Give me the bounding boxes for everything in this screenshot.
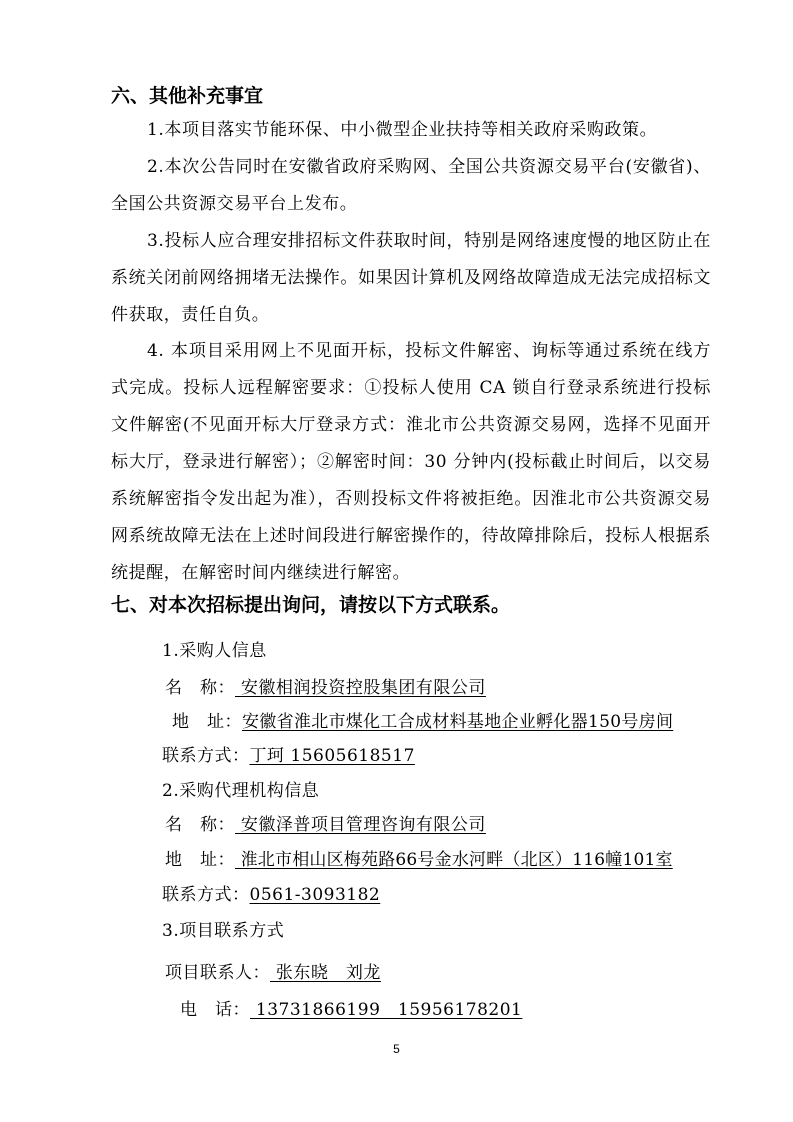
purchaser-address-row <box>172 710 673 734</box>
purchaser-name-label: 名 称： <box>165 678 235 698</box>
purchaser-address: 安徽省淮北市煤化工合成材料基地企业孵化器150号房间 <box>242 712 674 732</box>
purchaser-title: 1.采购人信息 <box>162 641 267 661</box>
agency-address: 淮北市相山区梅苑路66号金水河畔（北区）116幢101室 <box>235 850 673 870</box>
agency-name-row <box>165 813 486 837</box>
agency-address-label: 地 址： <box>165 850 235 870</box>
section6-item-4: 4. 本项目采用网上不见面开标，投标文件解密、询标等通过系统在线方式完成。投标人远程解密要求：①投标人使用 CA 锁自行登录系统进行投标文件解密(不见面开标大厅登录方式：淮北市公共资源交易网，选择不见面开标大厅，登录进行解密）；②解密时间：30 分钟内(投标截止时间后，以交易系统解密指令发出起为准），否则投标文件将被拒绝。因淮北市公共资源交易网系统故障无法在上述时间段进行解密操作的，待故障排除后，投标人根据系统提醒，在解密时间内继续进行解密。 <box>111 341 711 583</box>
project-phone: 13731866199 15956178201 <box>250 1000 523 1020</box>
project-title: 3.项目联系方式 <box>162 921 285 941</box>
agency-name: 安徽泽普项目管理咨询有限公司 <box>235 815 486 835</box>
purchaser-contact: 丁珂 15605618517 <box>249 746 415 766</box>
purchaser-name-row <box>165 676 486 700</box>
section6-item-1: 1.本项目落实节能环保、中小微型企业扶持等相关政府采购政策。 <box>147 120 658 140</box>
project-phone-label: 电 话： <box>180 1000 250 1020</box>
section6-item-3: 3.投标人应合理安排招标文件获取时间，特别是网络速度慢的地区防止在系统关闭前网络拥堵无法操作。如果因计算机及网络故障造成无法完成招标文件获取，责任自负。 <box>111 231 711 325</box>
project-phone-row <box>180 998 522 1022</box>
agency-contact: 0561-3093182 <box>249 885 381 905</box>
purchaser-address-label: 地 址： <box>172 712 242 732</box>
agency-name-label: 名 称： <box>165 815 235 835</box>
purchaser-name: 安徽相润投资控股集团有限公司 <box>235 678 486 698</box>
agency-contact-row <box>162 883 380 907</box>
purchaser-contact-label: 联系方式： <box>162 746 250 766</box>
page-number: 5 <box>393 1042 400 1056</box>
agency-title: 2.采购代理机构信息 <box>162 781 320 801</box>
section6-heading: 六、其他补充事宜 <box>111 85 264 107</box>
section7-heading: 七、对本次招标提出询问，请按以下方式联系。 <box>111 594 511 616</box>
project-person-label: 项目联系人： <box>165 963 270 983</box>
section6-item-2: 2.本次公告同时在安徽省政府采购网、全国公共资源交易平台(安徽省)、全国公共资源交易平台上发布。 <box>111 157 711 214</box>
project-person: 张东晓 刘龙 <box>270 963 381 983</box>
agency-contact-label: 联系方式： <box>162 885 250 905</box>
agency-address-row <box>165 848 673 872</box>
purchaser-contact-row <box>162 744 415 768</box>
project-person-row <box>165 961 381 985</box>
